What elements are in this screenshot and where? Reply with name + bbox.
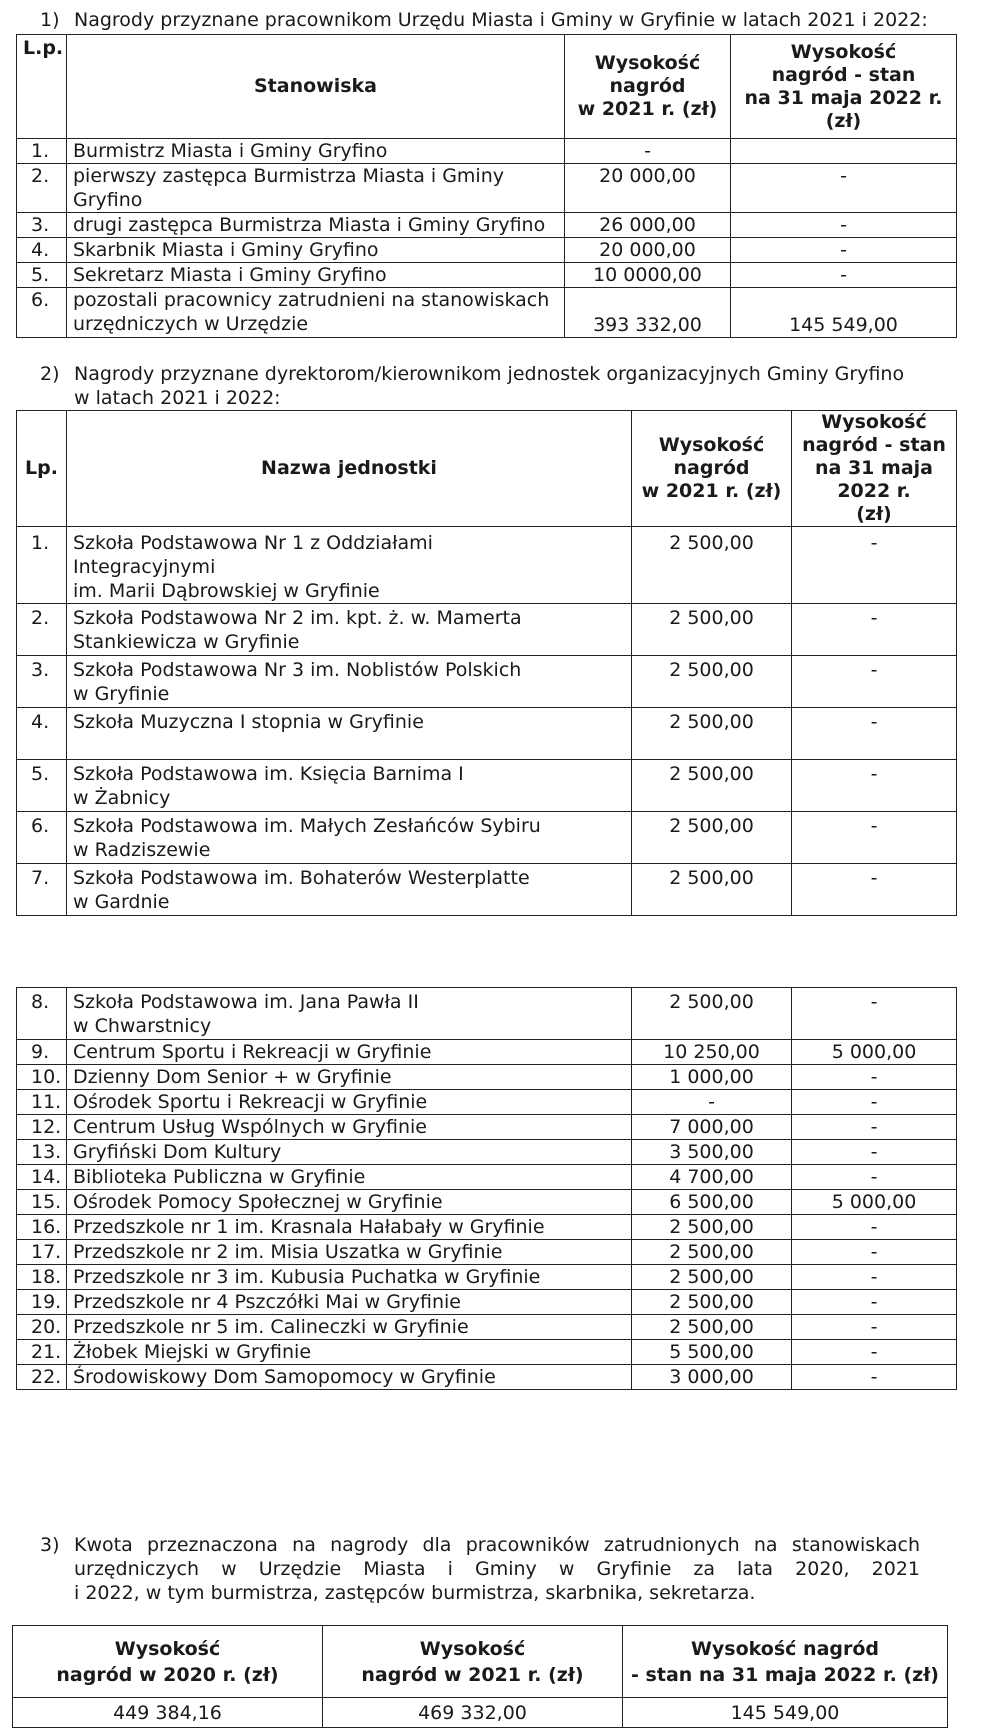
table-row: 13. Gryfiński Dom Kultury 3 500,00 -: [17, 1140, 957, 1165]
table-row: 8. Szkoła Podstawowa im. Jana Pawła II w Chwarstnicy 2 500,00 -: [17, 988, 957, 1040]
value-2020: 449 384,16: [13, 1698, 323, 1728]
section1-header-row: [17, 35, 957, 139]
header-amount-2020: Wysokość nagród w 2020 r. (zł): [13, 1626, 323, 1698]
table-row: 1. Szkoła Podstawowa Nr 1 z Oddziałami Integracyjnymi im. Marii Dąbrowskiej w Gryfinie 2 500,00 -: [17, 527, 957, 604]
table-row: 17. Przedszkole nr 2 im. Misia Uszatka w Gryfinie 2 500,00 -: [17, 1240, 957, 1265]
section2-heading: [40, 362, 960, 410]
table-row: 5. Szkoła Podstawowa im. Księcia Barnima I w Żabnicy 2 500,00 -: [17, 760, 957, 812]
header-lp: Lp.: [17, 411, 67, 527]
section2-title-line2: w latach 2021 i 2022:: [74, 387, 281, 409]
value-2021: 469 332,00: [323, 1698, 623, 1728]
table-row: 2. pierwszy zastępca Burmistrza Miasta i Gminy Gryfino 20 000,00 -: [17, 164, 957, 213]
section1-title: Nagrody przyznane pracownikom Urzędu Miasta i Gminy w Gryfinie w latach 2021 i 2022:: [74, 9, 928, 31]
table-row: 21. Żłobek Miejski w Gryfinie 5 500,00 -: [17, 1340, 957, 1365]
table-row: 22. Środowiskowy Dom Samopomocy w Gryfinie 3 000,00 -: [17, 1365, 957, 1390]
section1-heading: [40, 8, 940, 32]
header-amount-2021: Wysokość nagród w 2021 r. (zł): [632, 411, 792, 527]
section3-summary-table: [12, 1625, 948, 1728]
section3-heading: [40, 1533, 920, 1605]
section2-table-part1: [16, 410, 957, 916]
table-row: 2. Szkoła Podstawowa Nr 2 im. kpt. ż. w. Mamerta Stankiewicza w Gryfinie 2 500,00 -: [17, 604, 957, 656]
section3-number: 3): [40, 1534, 60, 1556]
table-row: 16. Przedszkole nr 1 im. Krasnala Hałabały w Gryfinie 2 500,00 -: [17, 1215, 957, 1240]
header-nazwa-jednostki: Nazwa jednostki: [67, 411, 632, 527]
section2-table-part2: [16, 987, 957, 1390]
table-row: 6. Szkoła Podstawowa im. Małych Zesłańców Sybiru w Radziszewie 2 500,00 -: [17, 812, 957, 864]
header-amount-2021: Wysokość nagród w 2021 r. (zł): [323, 1626, 623, 1698]
table-row: 18. Przedszkole nr 3 im. Kubusia Puchatka w Gryfinie 2 500,00 -: [17, 1265, 957, 1290]
table-row: 10. Dzienny Dom Senior + w Gryfinie 1 000,00 -: [17, 1065, 957, 1090]
table-row: 12. Centrum Usług Wspólnych w Gryfinie 7 000,00 -: [17, 1115, 957, 1140]
table-row: 3. Szkoła Podstawowa Nr 3 im. Noblistów Polskich w Gryfinie 2 500,00 -: [17, 656, 957, 708]
section3-title-line1: Kwota przeznaczona na nagrody dla pracowników zatrudnionych na stanowiskach: [74, 1534, 920, 1556]
section1-table: [16, 34, 957, 338]
header-stanowiska: Stanowiska: [67, 35, 565, 139]
table-row: 11. Ośrodek Sportu i Rekreacji w Gryfinie - -: [17, 1090, 957, 1115]
value-2022: 145 549,00: [623, 1698, 948, 1728]
table-row: 19. Przedszkole nr 4 Pszczółki Mai w Gryfinie 2 500,00 -: [17, 1290, 957, 1315]
table-row: 14. Biblioteka Publiczna w Gryfinie 4 700,00 -: [17, 1165, 957, 1190]
table-row: 1. Burmistrz Miasta i Gminy Gryfino -: [17, 139, 957, 164]
header-amount-2021: Wysokość nagród w 2021 r. (zł): [565, 35, 731, 139]
table-row: 7. Szkoła Podstawowa im. Bohaterów Westerplatte w Gardnie 2 500,00 -: [17, 864, 957, 916]
header-amount-2022: Wysokość nagród - stan na 31 maja 2022 r. (zł): [623, 1626, 948, 1698]
header-amount-2022: Wysokość nagród - stan na 31 maja 2022 r. (zł): [792, 411, 957, 527]
table-row: 6. pozostali pracownicy zatrudnieni na stanowiskach urzędniczych w Urzędzie 393 332,00 145 549,00: [17, 288, 957, 338]
section1-number: 1): [40, 9, 60, 31]
section2-number: 2): [40, 363, 60, 385]
section2-title-line1: Nagrody przyznane dyrektorom/kierownikom jednostek organizacyjnych Gminy Gryfino: [74, 363, 905, 385]
header-lp: L.p.: [17, 35, 67, 139]
table-row: 3. drugi zastępca Burmistrza Miasta i Gminy Gryfino 26 000,00 -: [17, 213, 957, 238]
table-row: 5. Sekretarz Miasta i Gminy Gryfino 10 0000,00 -: [17, 263, 957, 288]
section3-title-line2: urzędniczych w Urzędzie Miasta i Gminy w Gryfinie za lata 2020, 2021: [74, 1558, 920, 1580]
table-row: 15. Ośrodek Pomocy Społecznej w Gryfinie 6 500,00 5 000,00: [17, 1190, 957, 1215]
table-row: [13, 1698, 948, 1728]
section3-title-line3: i 2022, w tym burmistrza, zastępców burmistrza, skarbnika, sekretarza.: [74, 1582, 756, 1604]
table-row: 4. Szkoła Muzyczna I stopnia w Gryfinie 2 500,00 -: [17, 708, 957, 760]
table-row: 4. Skarbnik Miasta i Gminy Gryfino 20 000,00 -: [17, 238, 957, 263]
section3-header-row: [13, 1626, 948, 1698]
table-row: 9. Centrum Sportu i Rekreacji w Gryfinie 10 250,00 5 000,00: [17, 1040, 957, 1065]
section2-header-row: [17, 411, 957, 527]
header-amount-2022: Wysokość nagród - stan na 31 maja 2022 r. (zł): [731, 35, 957, 139]
table-row: 20. Przedszkole nr 5 im. Calineczki w Gryfinie 2 500,00 -: [17, 1315, 957, 1340]
